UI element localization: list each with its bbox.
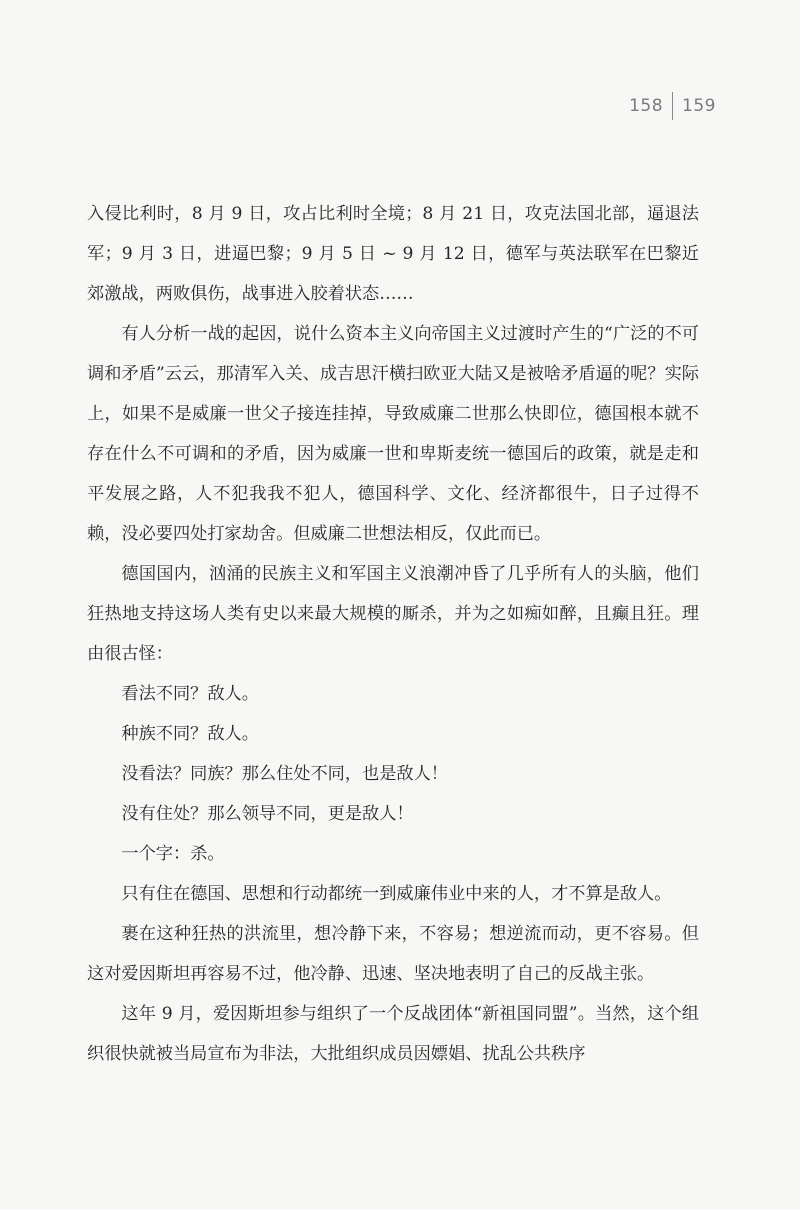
page-number-divider [672, 92, 673, 120]
page-number-left: 158 [629, 96, 664, 116]
paragraph: 入侵比利时，8 月 9 日，攻占比利时全境；8 月 21 日，攻克法国北部，逼退法军；9 月 3 日，进逼巴黎；9 月 5 日 ~ 9 月 12 日，德军与英法联军在巴黎近郊激战，两败俱伤，战事进入胶着状态…… [87, 204, 699, 304]
paragraph: 没看法？同族？那么住处不同，也是敌人！ [121, 764, 448, 784]
paragraph: 裹在这种狂热的洪流里，想冷静下来，不容易；想逆流而动，更不容易。但这对爱因斯坦再容易不过，他冷静、迅速、坚决地表明了自己的反战主张。 [87, 924, 699, 984]
paragraph: 德国国内，汹涌的民族主义和军国主义浪潮冲昏了几乎所有人的头脑，他们狂热地支持这场人类有史以来最大规模的厮杀，并为之如痴如醉，且癫且狂。理由很古怪： [87, 564, 699, 664]
paragraph: 一个字：杀。 [121, 844, 225, 864]
page-number-right: 159 [682, 96, 716, 116]
text-body [87, 194, 699, 1074]
paragraph: 这年 9 月，爱因斯坦参与组织了一个反战团体“新祖国同盟”。当然，这个组织很快就被当局宣布为非法，大批组织成员因嫖娼、扰乱公共秩序 [87, 1004, 699, 1064]
paragraph: 有人分析一战的起因，说什么资本主义向帝国主义过渡时产生的“广泛的不可调和矛盾”云云，那清军入关、成吉思汗横扫欧亚大陆又是被啥矛盾逼的呢？实际上，如果不是威廉一世父子接连挂掉，导致威廉二世那么快即位，德国根本就不存在什么不可调和的矛盾，因为威廉一世和卑斯麦统一德国后的政策，就是走和平发展之路，人不犯我我不犯人，德国科学、文化、经济都很牛，日子过得不赖，没必要四处打家劫舍。但威廉二世想法相反，仅此而已。 [87, 324, 699, 544]
paragraph: 种族不同？敌人。 [121, 724, 259, 744]
page-header [629, 92, 716, 120]
paragraph: 只有住在德国、思想和行动都统一到威廉伟业中来的人，才不算是敌人。 [121, 884, 672, 904]
paragraph: 没有住处？那么领导不同，更是敌人！ [121, 804, 414, 824]
paragraph: 看法不同？敌人。 [121, 684, 259, 704]
